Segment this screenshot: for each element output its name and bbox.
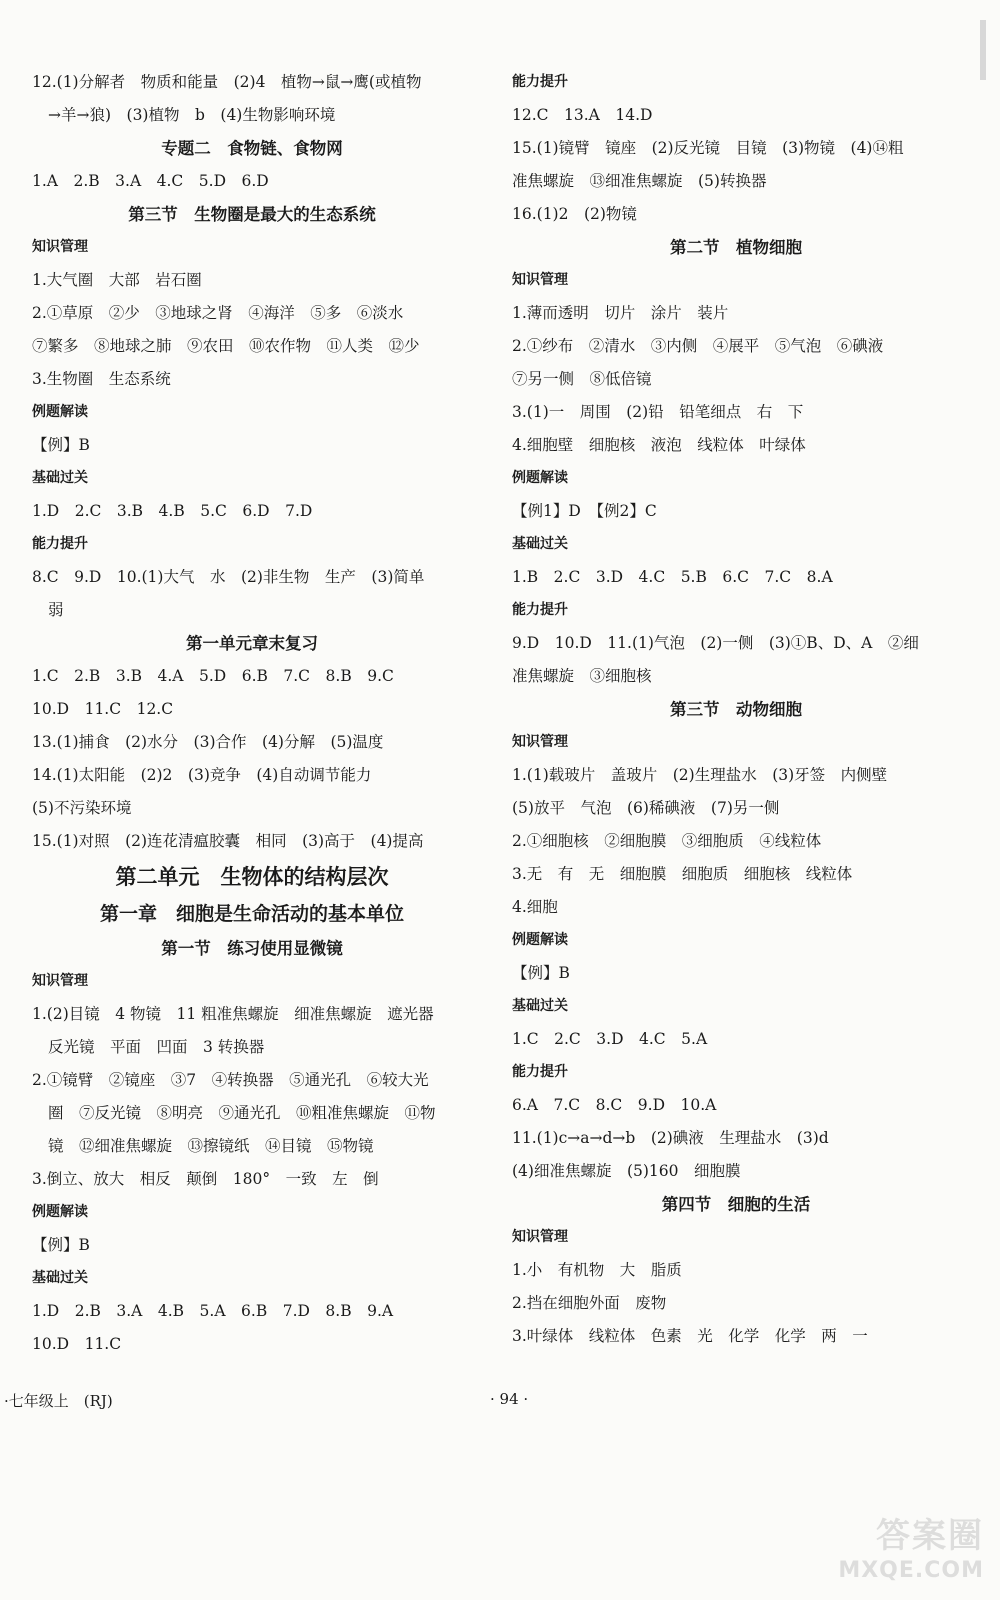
section-heading: 第三节 生物圈是最大的生态系统	[128, 205, 376, 224]
subsection-label: 基础过关	[512, 536, 568, 552]
answer-line: 准焦螺旋 ③细胞核	[512, 667, 652, 685]
subsection-label: 知识管理	[512, 1229, 568, 1245]
watermark-logo	[814, 1508, 984, 1586]
footer-grade-label: ·七年级上 (RJ)	[4, 1392, 113, 1410]
subsection-label: 能力提升	[32, 536, 88, 552]
answer-line: 准焦螺旋 ⑬细准焦螺旋 (5)转换器	[512, 172, 767, 190]
answer-line-continued: 圈 ⑦反光镜 ⑧明亮 ⑨通光孔 ⑩粗准焦螺旋 ⑪物	[48, 1104, 436, 1122]
subsection-label: 例题解读	[512, 470, 568, 486]
left-column	[32, 66, 472, 1361]
footer-page-number: · 94 ·	[490, 1390, 529, 1408]
answer-line: 1.A 2.B 3.A 4.C 5.D 6.D	[32, 172, 269, 190]
chapter-heading: 第一章 细胞是生命活动的基本单位	[99, 903, 404, 925]
answer-line: 1.(2)目镜 4 物镜 11 粗准焦螺旋 细准焦螺旋 遮光器	[32, 1005, 434, 1023]
subsection-label: 基础过关	[32, 1270, 88, 1286]
answer-line: 1.C 2.C 3.D 4.C 5.A	[512, 1030, 708, 1048]
answer-line: 1.D 2.C 3.B 4.B 5.C 6.D 7.D	[32, 502, 313, 520]
subsection-label: 例题解读	[32, 1204, 88, 1220]
answer-line: (5)不污染环境	[32, 799, 132, 817]
right-column	[512, 66, 960, 1353]
answer-line: 【例1】D 【例2】C	[512, 502, 657, 520]
subsection-label: 基础过关	[32, 470, 88, 486]
answer-line: (5)放平 气泡 (6)稀碘液 (7)另一侧	[512, 799, 780, 817]
section-heading: 第二节 植物细胞	[670, 238, 802, 257]
answer-line: 4.细胞壁 细胞核 液泡 线粒体 叶绿体	[512, 436, 806, 454]
answer-line: 1.(1)载玻片 盖玻片 (2)生理盐水 (3)牙签 内侧壁	[512, 766, 888, 784]
answer-line: 12.C 13.A 14.D	[512, 106, 653, 124]
answer-line-continued: 弱	[48, 601, 64, 619]
answer-line-continued: 镜 ⑫细准焦螺旋 ⑬擦镜纸 ⑭目镜 ⑮物镜	[48, 1137, 374, 1155]
subsection-label: 能力提升	[512, 1064, 568, 1080]
section-heading: 第一单元章末复习	[186, 634, 318, 653]
section-heading: 第四节 细胞的生活	[661, 1195, 811, 1214]
answer-line: 1.小 有机物 大 脂质	[512, 1261, 682, 1279]
answer-line: 【例】B	[512, 964, 570, 982]
answer-line: ⑦另一侧 ⑧低倍镜	[512, 370, 652, 388]
answer-line: 3.倒立、放大 相反 颠倒 180° 一致 左 倒	[32, 1170, 379, 1188]
answer-line: 2.①镜臂 ②镜座 ③7 ④转换器 ⑤通光孔 ⑥较大光	[32, 1071, 429, 1089]
answer-line: 1.大气圈 大部 岩石圈	[32, 271, 202, 289]
section-heading: 专题二 食物链、食物网	[161, 139, 343, 158]
answer-line: 【例】B	[32, 436, 90, 454]
watermark-bottom-text: MXQE.COM	[838, 1558, 984, 1583]
answer-line: 4.细胞	[512, 898, 558, 916]
answer-line: 8.C 9.D 10.(1)大气 水 (2)非生物 生产 (3)简单	[32, 568, 425, 586]
answer-line: 15.(1)镜臂 镜座 (2)反光镜 目镜 (3)物镜 (4)⑭粗	[512, 139, 904, 157]
answer-line: 3.无 有 无 细胞膜 细胞质 细胞核 线粒体	[512, 865, 853, 883]
answer-line: 11.(1)c→a→d→b (2)碘液 生理盐水 (3)d	[512, 1129, 829, 1147]
answer-line: 2.挡在细胞外面 废物	[512, 1294, 667, 1312]
answer-line: 3.叶绿体 线粒体 色素 光 化学 化学 两 一	[512, 1327, 868, 1345]
section-heading: 第一节 练习使用显微镜	[161, 939, 343, 958]
subsection-label: 基础过关	[512, 998, 568, 1014]
answer-line: 12.(1)分解者 物质和能量 (2)4 植物→鼠→鹰(或植物	[32, 73, 422, 91]
subsection-label: 知识管理	[32, 239, 88, 255]
answer-line: 1.C 2.B 3.B 4.A 5.D 6.B 7.C 8.B 9.C	[32, 667, 394, 685]
subsection-label: 例题解读	[512, 932, 568, 948]
unit-heading: 第二单元 生物体的结构层次	[115, 865, 389, 889]
answer-line: 14.(1)太阳能 (2)2 (3)竞争 (4)自动调节能力	[32, 766, 372, 784]
answer-line: 16.(1)2 (2)物镜	[512, 205, 637, 223]
subsection-label: 能力提升	[512, 602, 568, 618]
answer-line: 15.(1)对照 (2)连花清瘟胶囊 相同 (3)高于 (4)提高	[32, 832, 424, 850]
answer-line: ⑦繁多 ⑧地球之肺 ⑨农田 ⑩农作物 ⑪人类 ⑫少	[32, 337, 420, 355]
watermark-top-text: 答案圈	[876, 1516, 984, 1556]
answer-line: 9.D 10.D 11.(1)气泡 (2)一侧 (3)①B、D、A ②细	[512, 634, 919, 652]
section-heading: 第三节 动物细胞	[670, 700, 802, 719]
scan-edge-mark	[980, 20, 986, 80]
answer-line: 13.(1)捕食 (2)水分 (3)合作 (4)分解 (5)温度	[32, 733, 384, 751]
answer-line: 10.D 11.C	[32, 1335, 122, 1353]
answer-line-continued: →羊→狼) (3)植物 b (4)生物影响环境	[48, 106, 336, 124]
subsection-label: 知识管理	[512, 734, 568, 750]
answer-line: 10.D 11.C 12.C	[32, 700, 174, 718]
subsection-label: 知识管理	[512, 272, 568, 288]
answer-line: 【例】B	[32, 1236, 90, 1254]
subsection-label: 能力提升	[512, 74, 568, 90]
answer-line: 1.D 2.B 3.A 4.B 5.A 6.B 7.D 8.B 9.A	[32, 1302, 394, 1320]
subsection-label: 例题解读	[32, 404, 88, 420]
answer-line: (4)细准焦螺旋 (5)160 细胞膜	[512, 1162, 741, 1180]
answer-line: 3.(1)一 周围 (2)铅 铅笔细点 右 下	[512, 403, 804, 421]
answer-line: 6.A 7.C 8.C 9.D 10.A	[512, 1096, 717, 1114]
answer-line: 2.①草原 ②少 ③地球之肾 ④海洋 ⑤多 ⑥淡水	[32, 304, 404, 322]
subsection-label: 知识管理	[32, 973, 88, 989]
answer-line: 1.B 2.C 3.D 4.C 5.B 6.C 7.C 8.A	[512, 568, 833, 586]
answer-line: 1.薄而透明 切片 涂片 装片	[512, 304, 729, 322]
answer-line-continued: 反光镜 平面 凹面 3 转换器	[48, 1038, 265, 1056]
answer-line: 3.生物圈 生态系统	[32, 370, 171, 388]
answer-line: 2.①纱布 ②清水 ③内侧 ④展平 ⑤气泡 ⑥碘液	[512, 337, 884, 355]
answer-line: 2.①细胞核 ②细胞膜 ③细胞质 ④线粒体	[512, 832, 822, 850]
